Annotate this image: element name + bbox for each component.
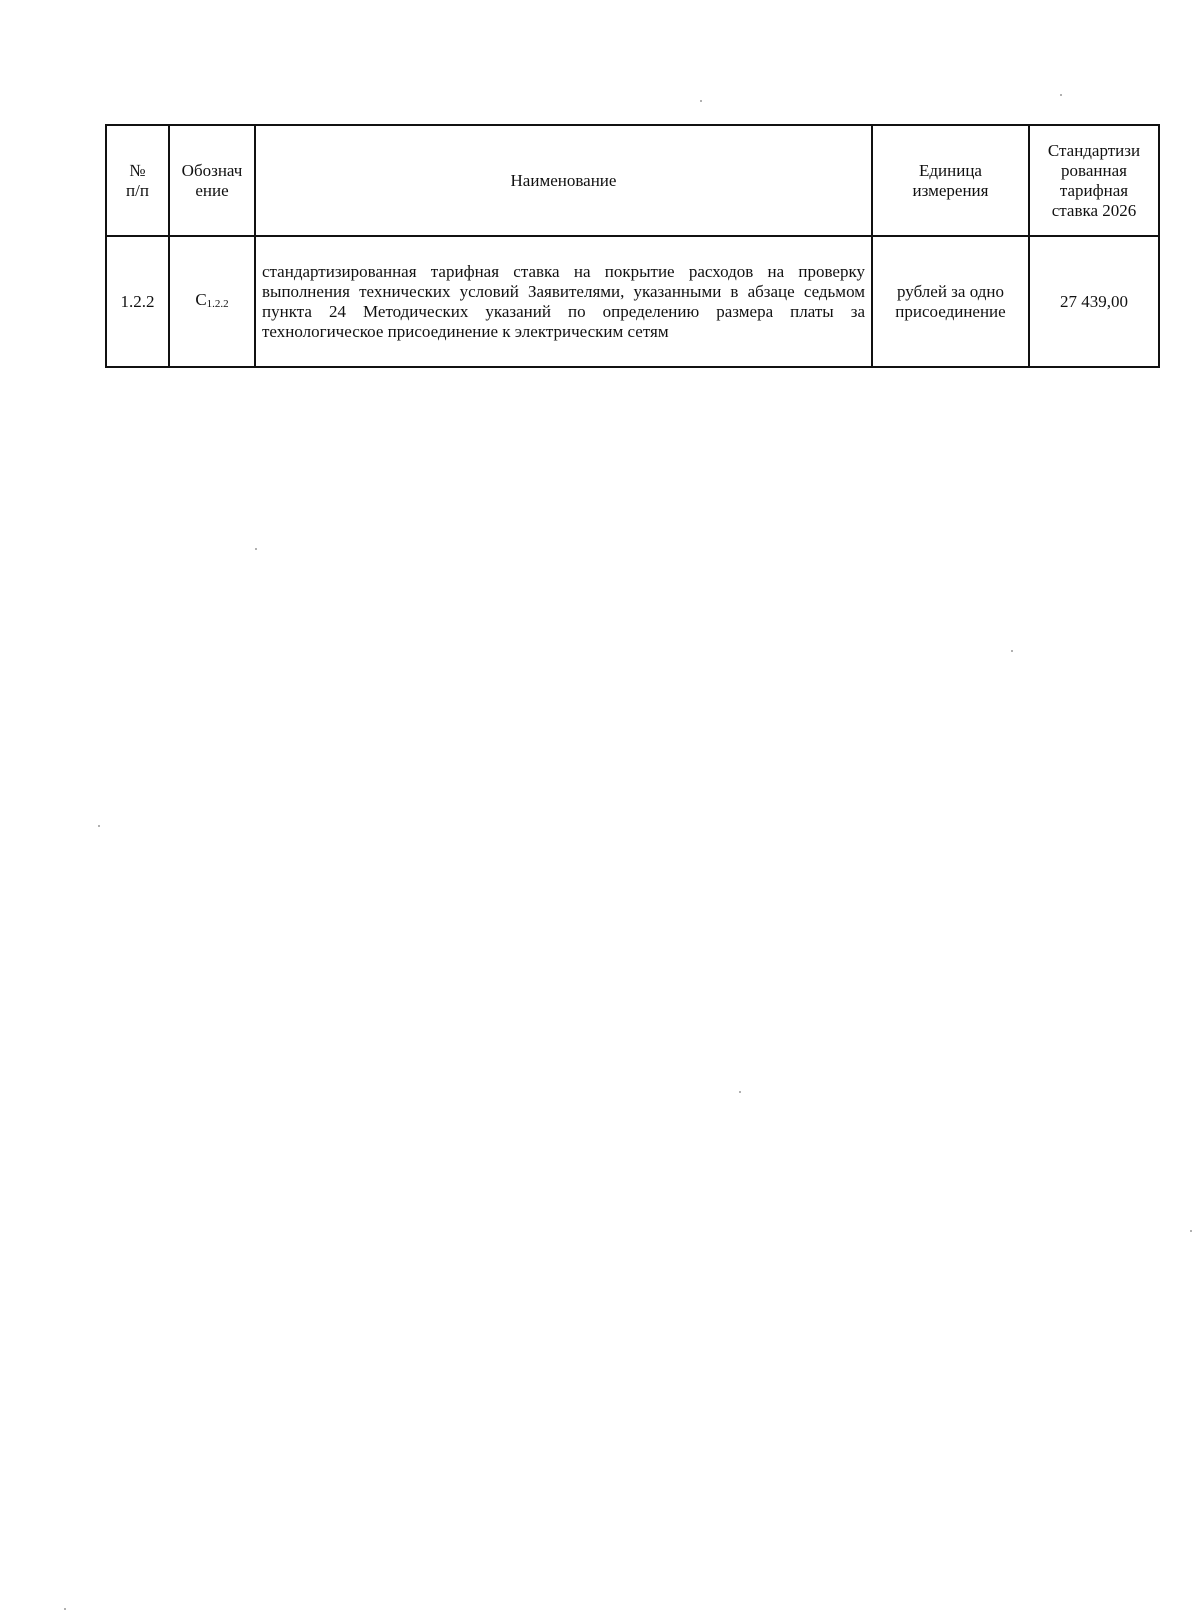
scan-speck — [1060, 94, 1062, 96]
row-designation-subscript: 1.2.2 — [206, 297, 229, 310]
header-rate-line3: тарифная — [1059, 180, 1129, 200]
row-name: стандартизированная тарифная ставка на покрытие расходов на проверку выполнения технических условий Заявителями, указанными в абзаце седьмом пункта 24 Методических указаний по определению размера платы за технологическое присоединение к электрическим сетям — [255, 236, 872, 367]
header-unit-line1: Единица — [919, 160, 982, 180]
header-unit-line2: измерения — [912, 180, 989, 200]
scan-speck — [739, 1091, 741, 1093]
scan-speck — [64, 1608, 66, 1610]
header-designation-line1: Обознач — [181, 160, 243, 180]
scan-speck — [1190, 1230, 1192, 1232]
header-number-line1: № — [129, 160, 146, 180]
header-designation-line2: ение — [195, 180, 229, 200]
row-rate: 27 439,00 — [1029, 236, 1159, 367]
header-number-line2: п/п — [126, 180, 149, 200]
header-name: Наименование — [255, 125, 872, 236]
scan-speck — [700, 100, 702, 102]
header-rate — [1029, 125, 1159, 236]
header-designation — [169, 125, 255, 236]
header-rate-line1: Стандартизи — [1047, 140, 1141, 160]
scan-speck — [1011, 650, 1013, 652]
row-designation — [169, 236, 255, 367]
row-unit-line2: присоединение — [895, 301, 1006, 321]
scan-speck — [255, 548, 257, 550]
table-header-row — [106, 125, 1159, 236]
row-number: 1.2.2 — [106, 236, 169, 367]
tariff-table — [105, 124, 1160, 368]
table-row — [106, 236, 1159, 367]
row-unit — [872, 236, 1029, 367]
scan-speck — [98, 825, 100, 827]
row-designation-base: С — [195, 289, 207, 309]
header-unit — [872, 125, 1029, 236]
header-rate-line4: ставка 2026 — [1051, 200, 1137, 220]
header-number — [106, 125, 169, 236]
row-unit-line1: рублей за одно — [897, 281, 1004, 301]
header-rate-line2: рованная — [1061, 160, 1127, 180]
